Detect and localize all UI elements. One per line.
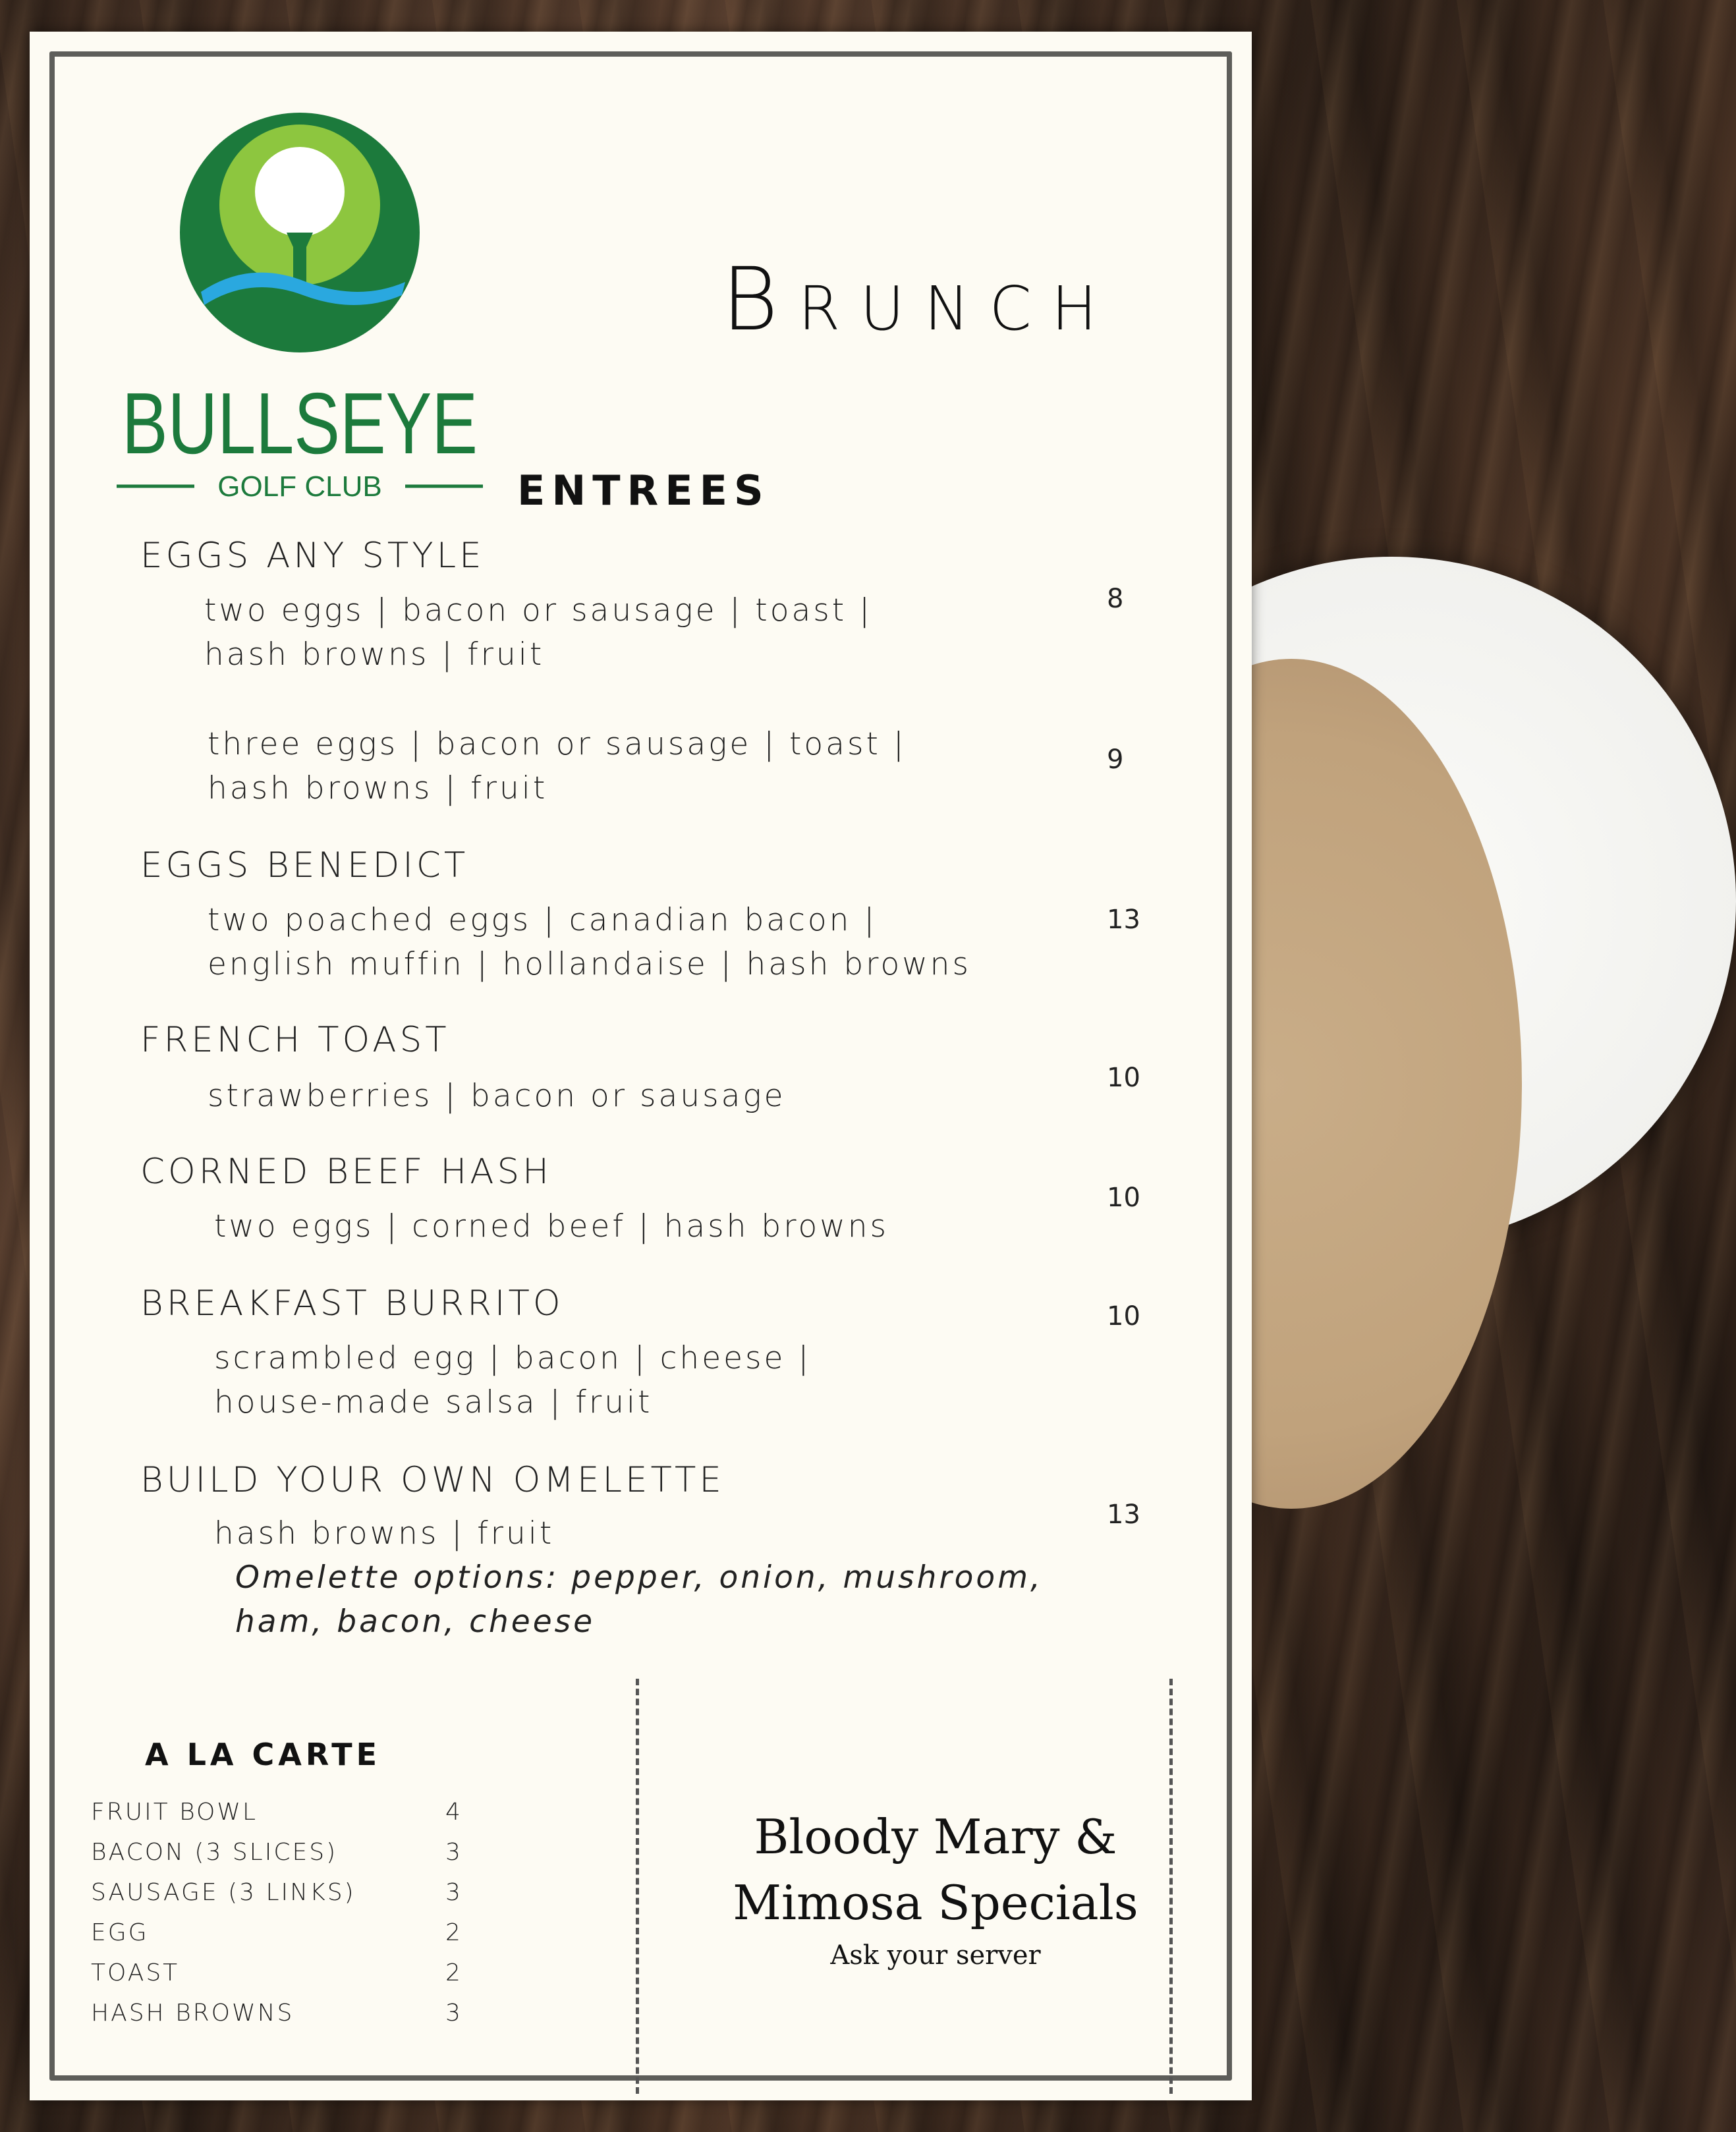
list-item-name: BACON (3 SLICES): [91, 1839, 338, 1866]
list-item-name: TOAST: [91, 1959, 180, 1986]
item-desc: scrambled egg | bacon | cheese |: [214, 1340, 812, 1376]
item-name: EGGS ANY STYLE: [140, 536, 485, 576]
item-desc: three eggs | bacon or sausage | toast |: [208, 726, 907, 762]
list-item-price: 2: [445, 1959, 462, 1986]
a-la-carte-heading: A LA CARTE: [145, 1737, 381, 1772]
item-price: 13: [1107, 1500, 1140, 1530]
specials-line-2: Mimosa Specials: [733, 1875, 1138, 1930]
item-desc: hash browns | fruit: [204, 636, 545, 673]
item-price: 9: [1107, 744, 1124, 775]
menu-page: [30, 32, 1252, 2100]
item-desc: two eggs | bacon or sausage | toast |: [204, 592, 872, 629]
list-item-price: 2: [445, 1919, 462, 1946]
item-price: 10: [1107, 1301, 1140, 1332]
item-desc: house-made salsa | fruit: [214, 1384, 653, 1420]
list-item-price: 3: [445, 1879, 462, 1906]
list-item-name: FRUIT BOWL: [91, 1799, 258, 1826]
item-name: BREAKFAST BURRITO: [140, 1283, 564, 1324]
item-desc: strawberries | bacon or sausage: [208, 1078, 786, 1114]
item-desc: hash browns | fruit: [208, 770, 548, 806]
item-price: 10: [1107, 1063, 1140, 1093]
specials-note: Ask your server: [830, 1940, 1041, 1971]
list-item-name: HASH BROWNS: [91, 2000, 294, 2027]
item-desc: two eggs | corned beef | hash browns: [214, 1208, 889, 1245]
omelette-options: ham, bacon, cheese: [235, 1604, 596, 1640]
item-price: 13: [1107, 905, 1140, 935]
menu-title: Brunch: [721, 249, 1117, 351]
list-item-price: 3: [445, 2000, 462, 2027]
item-price: 8: [1107, 584, 1124, 614]
item-name: FRENCH TOAST: [140, 1020, 450, 1060]
list-item-price: 4: [445, 1799, 462, 1826]
specials-title: [632, 1804, 1239, 1936]
brand-subtitle: GOLF CLUB: [217, 470, 382, 503]
item-name: EGGS BENEDICT: [140, 845, 469, 885]
brand-name: BULLSEYE: [122, 375, 478, 472]
list-item-name: EGG: [91, 1919, 149, 1946]
specials-line-1: Bloody Mary &: [754, 1809, 1117, 1865]
list-item-price: 3: [445, 1839, 462, 1866]
list-item-name: SAUSAGE (3 LINKS): [91, 1879, 356, 1906]
item-desc: hash browns | fruit: [214, 1515, 555, 1552]
item-name: BUILD YOUR OWN OMELETTE: [140, 1460, 725, 1500]
item-desc: english muffin | hollandaise | hash browns: [208, 946, 971, 982]
bullseye-logo: [109, 94, 491, 503]
item-name: CORNED BEEF HASH: [140, 1152, 552, 1192]
item-price: 10: [1107, 1183, 1140, 1213]
item-desc: two poached eggs | canadian bacon |: [208, 902, 878, 938]
entrees-heading: ENTREES: [517, 466, 770, 515]
omelette-options: Omelette options: pepper, onion, mushroom,: [235, 1559, 1043, 1596]
